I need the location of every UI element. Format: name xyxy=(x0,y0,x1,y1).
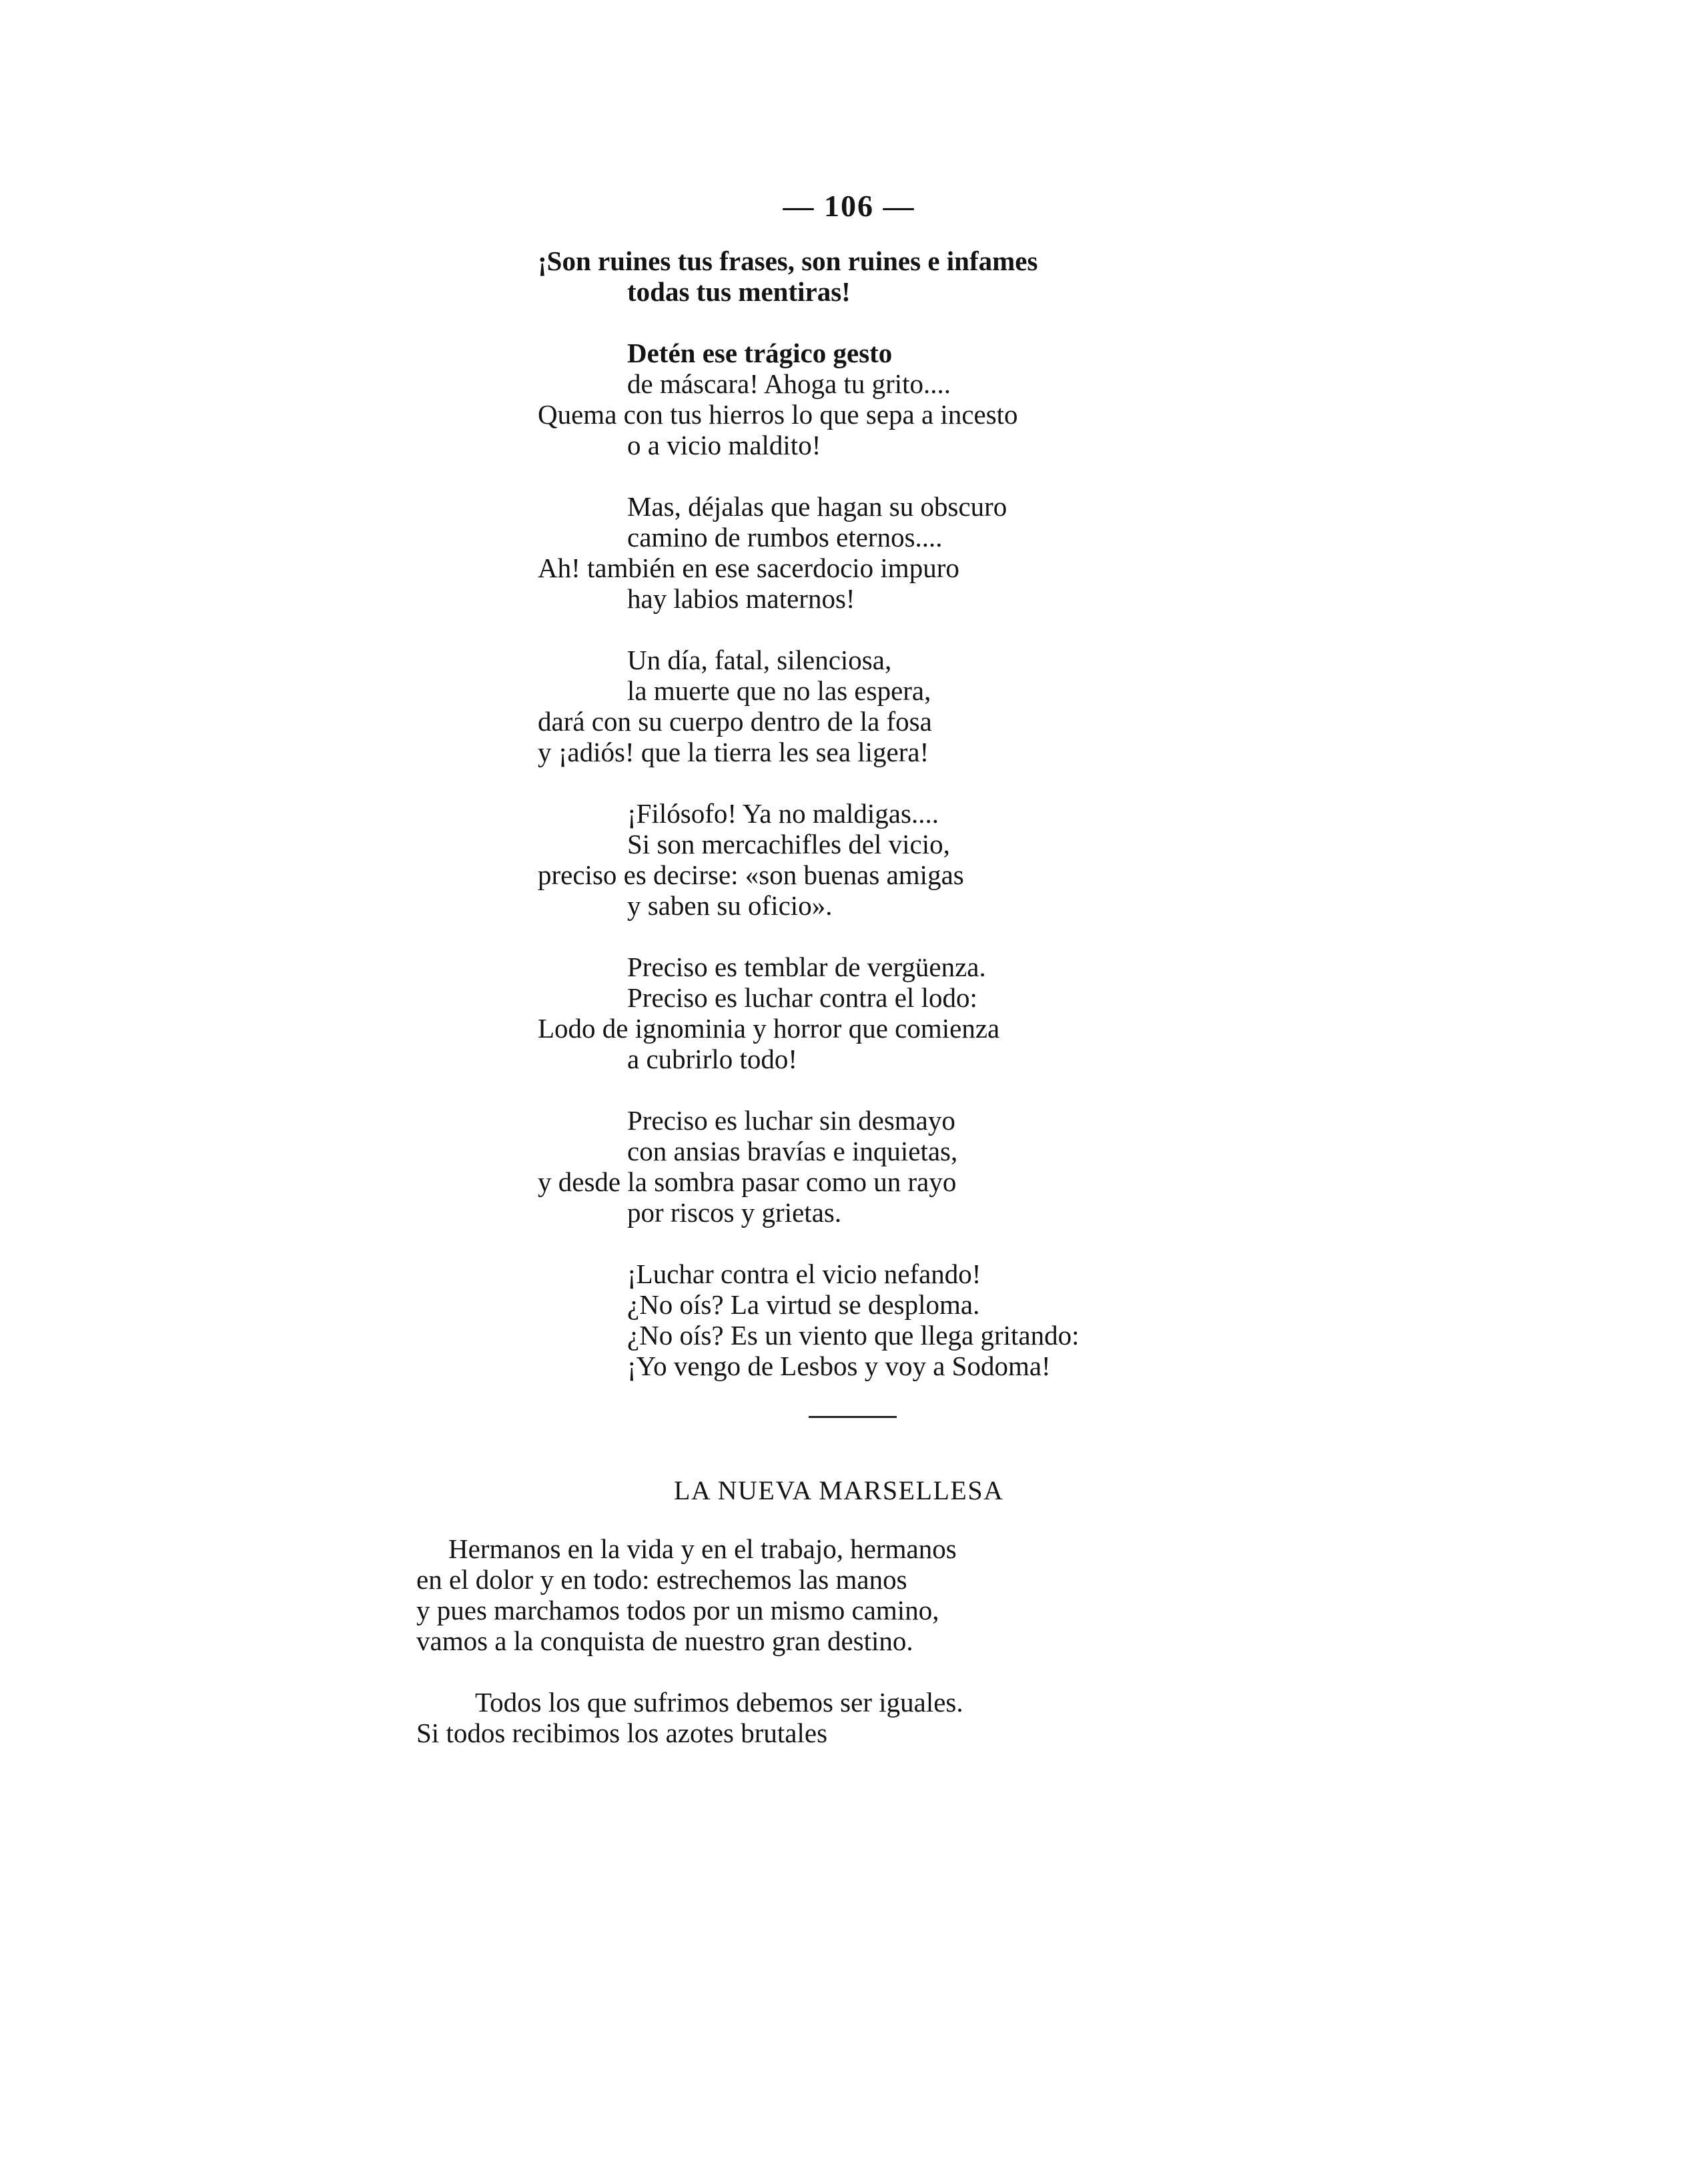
section-divider xyxy=(809,1416,897,1418)
poem-line: con ansias bravías e inquietas, xyxy=(627,1136,958,1166)
stanza-2 xyxy=(538,338,1079,460)
poem-line: de máscara! Ahoga tu grito.... xyxy=(627,368,951,399)
poem-line: a cubrirlo todo! xyxy=(627,1044,798,1074)
poem-line: camino de rumbos eternos.... xyxy=(627,522,943,553)
poem-line: Preciso es luchar contra el lodo: xyxy=(627,982,977,1013)
poem-line: preciso es decirse: «son buenas amigas xyxy=(538,859,964,890)
poem-line: Hermanos en la vida y en el trabajo, hermanos xyxy=(448,1533,957,1564)
poem-line: Si son mercachifles del vicio, xyxy=(627,829,950,859)
poem-line: Lodo de ignominia y horror que comienza xyxy=(538,1013,1000,1044)
poem-line: Ah! también en ese sacerdocio impuro xyxy=(538,553,959,583)
poem-line: y ¡adiós! que la tierra les sea ligera! xyxy=(538,737,929,767)
stanza-8 xyxy=(538,1258,1079,1381)
poem-line: Todos los que sufrimos debemos ser iguales. xyxy=(475,1687,963,1718)
stanza-3 xyxy=(538,491,1079,614)
poem-line: hay labios maternos! xyxy=(627,583,855,614)
poem-line: Preciso es temblar de vergüenza. xyxy=(627,952,986,982)
poem-line: en el dolor y en todo: estrechemos las manos xyxy=(416,1564,907,1595)
stanza-1 xyxy=(538,246,1079,307)
page-number: — 106 — xyxy=(783,189,915,223)
poem-line: por riscos y grietas. xyxy=(627,1197,842,1228)
poem-line: ¿No oís? La virtud se desploma. xyxy=(627,1289,980,1320)
poem-line: Si todos recibimos los azotes brutales xyxy=(416,1718,828,1748)
poem-line: vamos a la conquista de nuestro gran destino. xyxy=(416,1625,913,1656)
poem-line: ¿No oís? Es un viento que llega gritando: xyxy=(627,1320,1080,1351)
stanza-4 xyxy=(538,645,1079,767)
stanza-5 xyxy=(538,798,1079,921)
poem-line: ¡Son ruines tus frases, son ruines e infames xyxy=(538,246,1038,276)
stanza-6 xyxy=(538,952,1079,1074)
poem-line: Mas, déjalas que hagan su obscuro xyxy=(627,491,1007,522)
poem-title: LA NUEVA MARSELLESA xyxy=(674,1475,1004,1505)
poem-line: o a vicio maldito! xyxy=(627,430,821,460)
poem-line: todas tus mentiras! xyxy=(627,276,851,307)
poem-line: y desde la sombra pasar como un rayo xyxy=(538,1166,957,1197)
poem-line: Preciso es luchar sin desmayo xyxy=(627,1105,955,1136)
poem-line: Quema con tus hierros lo que sepa a incesto xyxy=(538,399,1018,430)
poem-line: ¡Yo vengo de Lesbos y voy a Sodoma! xyxy=(627,1351,1051,1381)
stanza-2 xyxy=(416,1687,963,1748)
poem-line: ¡Luchar contra el vicio nefando! xyxy=(627,1258,981,1289)
poem-line: Detén ese trágico gesto xyxy=(627,338,893,368)
poem-line: dará con su cuerpo dentro de la fosa xyxy=(538,706,932,737)
stanza-7 xyxy=(538,1105,1079,1228)
poem-la-nueva-marsellesa xyxy=(416,1533,963,1779)
poem-line: Un día, fatal, silenciosa, xyxy=(627,645,892,675)
poem-line: ¡Filósofo! Ya no maldigas.... xyxy=(627,798,939,829)
poem-line: la muerte que no las espera, xyxy=(627,675,931,706)
stanza-1 xyxy=(416,1533,963,1656)
poem-line: y saben su oficio». xyxy=(627,890,833,921)
poem-continued xyxy=(538,246,1079,1412)
poem-line: y pues marchamos todos por un mismo camino, xyxy=(416,1595,939,1625)
